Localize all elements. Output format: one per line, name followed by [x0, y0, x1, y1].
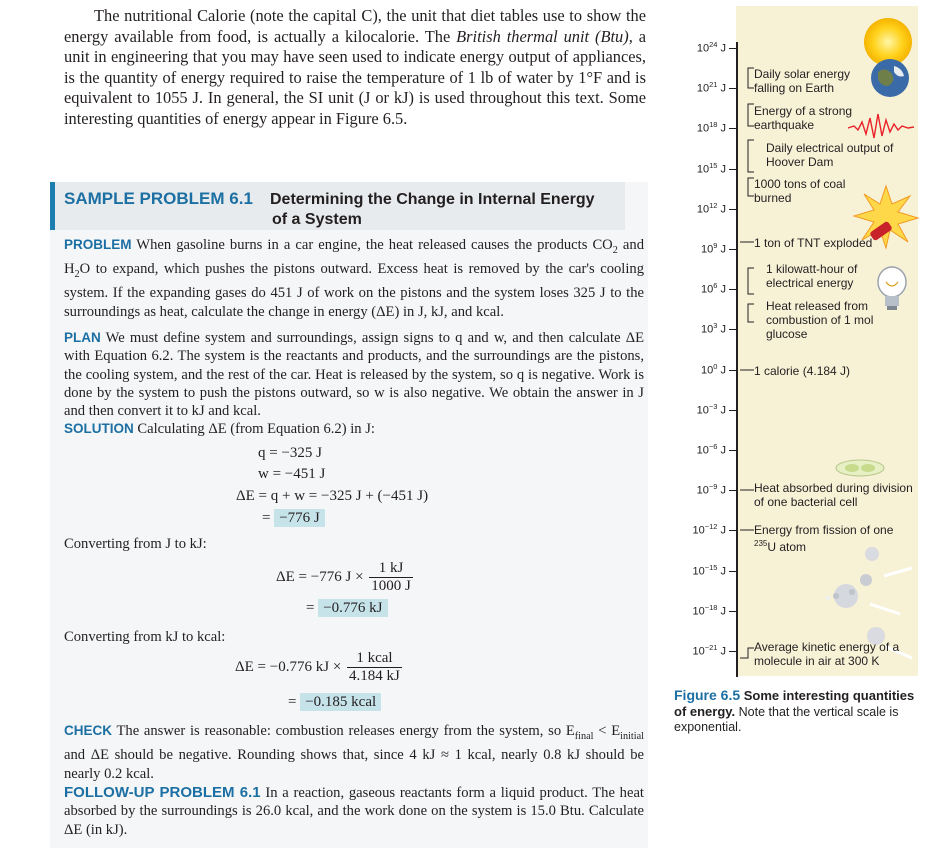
problem-paragraph	[64, 236, 644, 321]
equation-delta-e: ΔE = q + w = −325 J + (−451 J)	[236, 488, 429, 504]
problem-text-c: O to expand, which pushes the pistons outward. Excess heat is removed by the car's cooling system. If the expanding gases do 451 J of work on the pistons and the system loses 325 J to the surroundings as heat, calculate the change in energy (ΔE) in J, kJ, and kcal.	[64, 261, 644, 320]
conversion-1-numerator: 1 kJ	[369, 560, 413, 578]
annotation-earthquake: Energy of a strong earthquake	[754, 104, 853, 132]
problem-text-a: When gasoline burns in a car engine, the heat released causes the products CO	[131, 237, 613, 253]
problem-text-b: and H	[64, 237, 644, 278]
axis-tick-label: $10^6$ J	[701, 281, 726, 296]
axis-tick	[729, 169, 737, 170]
axis-tick-label: $10^9$ J	[701, 241, 726, 256]
axis-tick	[729, 249, 737, 250]
check-initial-subscript: initial	[620, 730, 644, 742]
h2o-subscript: 2	[74, 269, 80, 281]
annotation-fission-b: U atom	[767, 540, 807, 554]
axis-tick-label: $10^{-15}$ J	[692, 563, 726, 578]
earth-icon	[868, 56, 912, 100]
conversion-2-result-row: = −0.185 kcal	[288, 694, 381, 711]
annotation-calorie: 1 calorie (4.184 J)	[754, 364, 851, 378]
convert-kj-to-kcal-text: Converting from kJ to kcal:	[64, 629, 226, 645]
conversion-2-numerator: 1 kcal	[347, 650, 402, 668]
figure-caption	[674, 688, 924, 735]
axis-tick	[729, 209, 737, 210]
axis-tick-label: $10^{24}$ J	[696, 40, 726, 55]
conversion-1-result-row: = −0.776 kJ	[306, 600, 388, 617]
annotation-glucose: Heat released from combustion of 1 mol glucose	[766, 299, 874, 341]
co2-subscript: 2	[612, 244, 618, 256]
solution-text: Calculating ΔE (from Equation 6.2) in J:	[133, 421, 375, 437]
annotation-solar: Daily solar energy falling on Earth	[754, 67, 851, 95]
plan-paragraph	[64, 329, 644, 420]
convert-j-to-kj-text: Converting from J to kJ:	[64, 536, 207, 552]
axis-tick	[729, 48, 737, 49]
equation-result-row	[262, 510, 325, 527]
solution-paragraph	[64, 420, 644, 438]
axis-tick-label: $10^{18}$ J	[696, 120, 726, 135]
conversion-2	[235, 650, 404, 685]
equals-sign: =	[262, 510, 271, 526]
check-paragraph	[64, 722, 644, 783]
axis-tick-label: $10^{-12}$ J	[692, 522, 726, 537]
axis-tick-label: $10^{-3}$ J	[696, 402, 726, 417]
caption-label: Figure 6.5	[674, 687, 741, 703]
plan-text: We must define system and surroundings, assign signs to q and w, and then calculate ΔE with Equation 6.2. The system is the reactants and products, and the surroundings are the pistons, the cooling system, and the rest of the car. Heat is released by the system, so q is negative. Work is done by the system to push the pistons outward, so w is also negative. We obtain the answer in J and then convert it to kJ and kcal.	[64, 330, 644, 420]
sample-problem-label: SAMPLE PROBLEM 6.1	[64, 189, 253, 208]
conversion-1-fraction	[369, 560, 413, 595]
axis-tick	[729, 530, 737, 531]
plan-keyword: PLAN	[64, 330, 101, 345]
caption-title: Some interesting quantities of energy.	[674, 688, 915, 719]
axis-tick	[729, 128, 737, 129]
intro-paragraph	[64, 6, 646, 130]
axis-tick-label: $10^{15}$ J	[696, 161, 726, 176]
axis-tick	[729, 410, 737, 411]
check-keyword: CHECK	[64, 723, 113, 738]
intro-text-1: The nutritional Calorie (note the capital C), the unit that diet tables use to show the energy available from food, is actually a kilocalorie. The	[64, 6, 646, 46]
sample-problem-title-line1: Determining the Change in Internal Energy	[270, 191, 595, 208]
check-final-subscript: final	[574, 730, 594, 742]
conversion-2-fraction	[347, 650, 402, 685]
sample-problem-title-line2: of a System	[272, 211, 362, 228]
sample-problem-title	[270, 190, 620, 230]
annotation-coal: 1000 tons of coal burned	[754, 177, 846, 205]
check-text-a: The answer is reasonable: combustion releases energy from the system, so E	[112, 723, 575, 739]
result-joules: −776 J	[274, 509, 325, 527]
axis-tick-label: $10^3$ J	[701, 321, 726, 336]
equation-w: w = −451 J	[258, 466, 326, 482]
annotation-tnt: 1 ton of TNT exploded	[754, 236, 873, 250]
axis-tick	[729, 289, 737, 290]
figure-vertical-axis	[736, 42, 738, 677]
annotation-fission-a: Energy from fission of one	[754, 523, 894, 537]
axis-tick	[729, 611, 737, 612]
equation-q: q = −325 J	[258, 445, 323, 461]
problem-keyword: PROBLEM	[64, 237, 132, 252]
intro-text-2: a unit in engineering that you may have seen used to indicate energy output of appliances, is the quantity of energy required to raise the temperature of 1 lb of water by 1°F and is equivalent to 1055 J. In general, the SI unit (J or kJ) is used throughout this text. Some interesting quantities of energy appear in Figure 6.5.	[64, 26, 646, 128]
axis-tick-label: $10^0$ J	[701, 362, 726, 377]
annotation-fission	[754, 523, 894, 554]
axis-tick	[729, 370, 737, 371]
annotation-bacterial: Heat absorbed during division of one bacterial cell	[754, 481, 913, 509]
annotation-fission-sup: 235	[754, 539, 768, 548]
axis-tick-label: $10^{-18}$ J	[692, 603, 726, 618]
axis-tick	[729, 88, 737, 89]
check-text-c: and ΔE should be negative. Rounding shows that, since 4 kJ ≈ 1 kcal, nearly 0.8 kJ should be nearly 0.2 kcal.	[64, 747, 644, 782]
conversion-1-denominator: 1000 J	[371, 578, 411, 594]
intro-italic-term: British thermal unit (Btu),	[456, 26, 633, 46]
axis-tick-label: $10^{-9}$ J	[696, 482, 726, 497]
conversion-2-denominator: 4.184 kJ	[349, 668, 400, 684]
conversion-1	[276, 560, 415, 595]
result-kilocalories: −0.185 kcal	[300, 693, 381, 711]
axis-tick	[729, 571, 737, 572]
axis-tick-label: $10^{-6}$ J	[696, 442, 726, 457]
axis-tick	[729, 651, 737, 652]
annotation-kinetic: Average kinetic energy of a molecule in air at 300 K	[754, 640, 900, 668]
annotation-hoover: Daily electrical output of Hoover Dam	[766, 141, 894, 169]
axis-tick	[729, 490, 737, 491]
check-text-b: < E	[593, 723, 621, 739]
axis-tick-label: $10^{-21}$ J	[692, 643, 726, 658]
followup-text: In a reaction, gaseous reactants form a liquid product. The heat absorbed by the surroundings is 26.0 kcal, and the work done on the system is 15.0 Btu. Calculate ΔE (in kJ).	[64, 785, 644, 838]
conversion-1-lhs: ΔE = −776 J ×	[276, 568, 364, 585]
axis-tick	[729, 329, 737, 330]
solution-keyword: SOLUTION	[64, 421, 134, 436]
axis-tick-label: $10^{21}$ J	[696, 80, 726, 95]
annotation-kwh: 1 kilowatt-hour of electrical energy	[766, 262, 858, 290]
followup-title: FOLLOW-UP PROBLEM 6.1	[64, 784, 261, 801]
conversion-2-lhs: ΔE = −0.776 kJ ×	[235, 658, 342, 675]
axis-tick	[729, 450, 737, 451]
followup-paragraph	[64, 784, 644, 839]
axis-tick-label: $10^{12}$ J	[696, 201, 726, 216]
result-kilojoules: −0.776 kJ	[318, 599, 387, 617]
caption-text: Note that the vertical scale is exponential.	[674, 705, 899, 734]
